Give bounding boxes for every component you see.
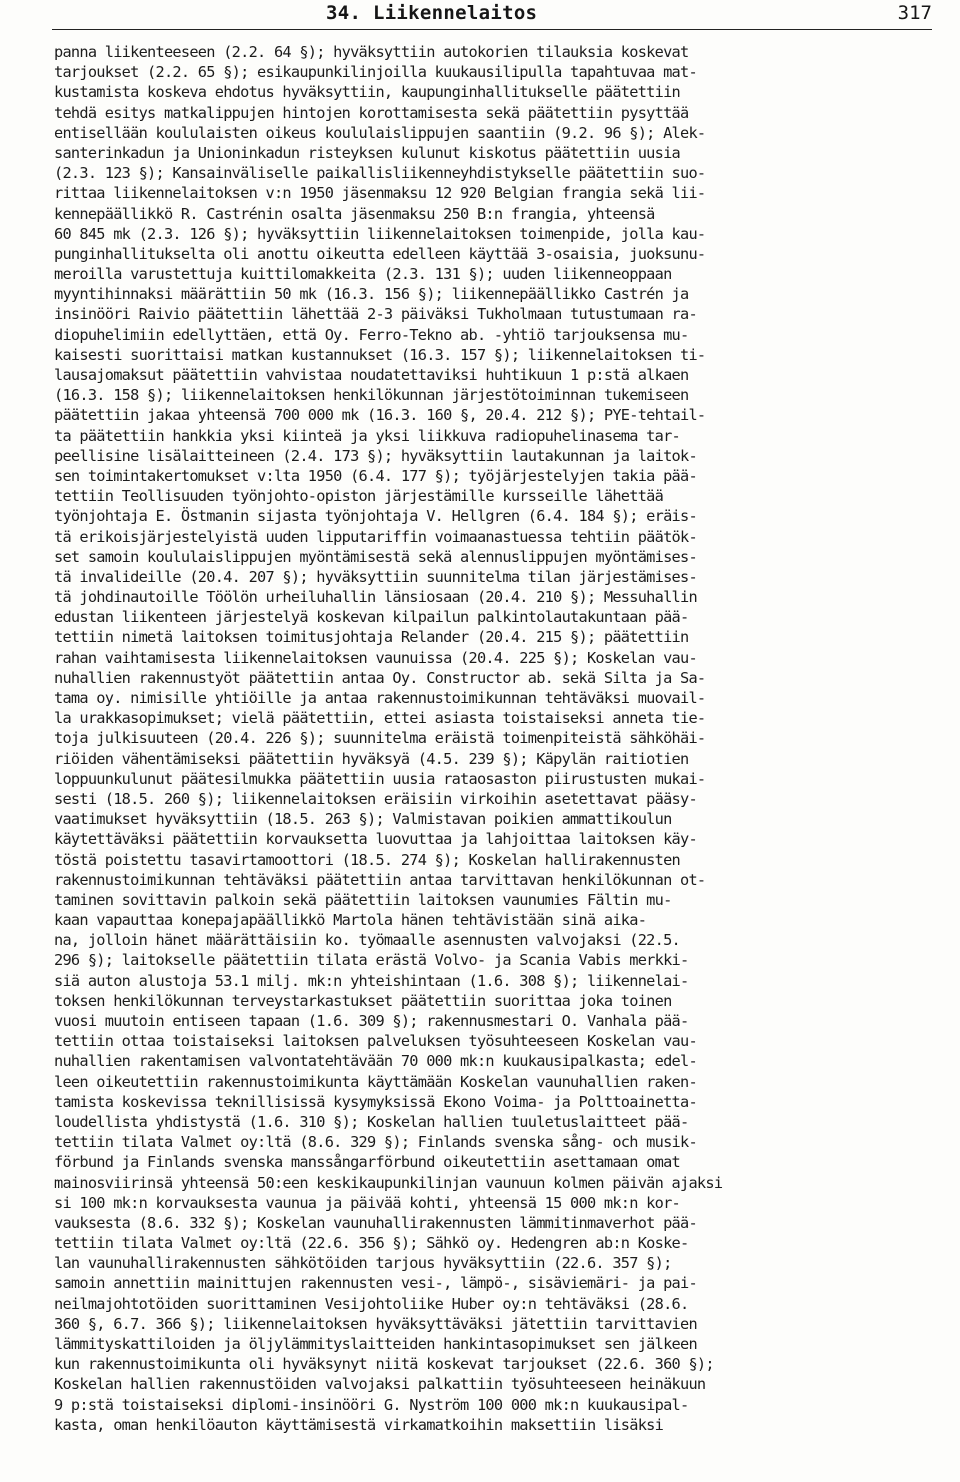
text-line: siä auton alustoja 53.1 milj. mk:n yhteishintaan (1.6. 308 §); liikennelai- xyxy=(54,971,689,990)
text-line: edustan liikenteen järjestelyä koskevan kilpailun palkintolautakuntaan pää- xyxy=(54,608,689,627)
text-line: kun rakennustoimikunta oli hyväksynyt niitä koskevat tarjoukset (22.6. 360 §); xyxy=(54,1355,714,1374)
text-line: 9 p:stä toistaiseksi diplomi-insinööri G. Nyström 100 000 mk:n kuukausipal- xyxy=(54,1395,689,1414)
text-line: set samoin koululaislippujen myöntämisestä sekä alennuslippujen myöntämises- xyxy=(54,547,697,566)
text-line: 360 §, 6.7. 366 §); liikennelaitoksen hyväksyttäväksi jätettiin tarvittavien xyxy=(54,1314,697,1333)
page-number: 317 xyxy=(897,2,932,24)
text-line: punginhallitukselta oli anottu oikeutta edelleen käyttää 3-osaisia, juoksunu- xyxy=(54,244,706,263)
header-rule xyxy=(52,29,932,30)
text-line: kaisesti suorittaisi matkan kustannukset (16.3. 157 §); liikennelaitoksen ti- xyxy=(54,345,706,364)
text-line: tä invalideille (20.4. 207 §); hyväksyttiin suunnitelma tilan järjestämises- xyxy=(54,567,697,586)
text-line: käytettäväksi päätettiin korvauksetta luovuttaa ja lahjoittaa laitoksen käy- xyxy=(54,830,697,849)
text-line: (16.3. 158 §); liikennelaitoksen henkilökunnan järjestötoiminnan tukemiseen xyxy=(54,386,689,405)
text-line: santerinkadun ja Unioninkadun risteyksen kulunut kiskotus päätettiin uusia xyxy=(54,143,681,162)
text-line: lan vaunuhallirakennusten sähkötöiden tarjous hyväksyttiin (22.6. 357 §); xyxy=(54,1254,672,1273)
text-line: samoin annettiin mainittujen rakennusten vesi-, lämpö-, sisäviemäri- ja pai- xyxy=(54,1274,697,1293)
text-line: panna liikenteeseen (2.2. 64 §); hyväksyttiin autokorien tilauksia koskevat xyxy=(54,43,689,61)
text-line: 296 §); laitokselle päätettiin tilata erästä Volvo- ja Scania Vabis merkki- xyxy=(54,951,689,970)
page-header xyxy=(0,0,960,36)
text-line: mainosviirinsä yhteensä 50:een keskikaupunkilinjan vaunuun kolmen päivän ajaksi xyxy=(54,1173,723,1192)
text-line: loppuunkulunut päätesilmukka päätettiin uusia rataosaston piirustusten mukai- xyxy=(54,769,706,788)
text-line: vauksesta (8.6. 332 §); Koskelan vaunuhallirakennusten lämmitinmaverhot pää- xyxy=(54,1213,697,1232)
text-line: insinööri Raivio päätettiin lähettää 2-3 päiväksi Tukholmaan tutustumaan ra- xyxy=(54,305,697,324)
text-line: na, jolloin hänet määrättäisiin ko. työmaalle asennusten valvojaksi (22.5. xyxy=(54,931,681,950)
text-line: tä johdinautoille Töölön urheiluhallin länsiosaan (20.4. 210 §); Messuhallin xyxy=(54,588,697,607)
text-line: tettiin nimetä laitoksen toimitusjohtaja Relander (20.4. 215 §); päätettiin xyxy=(54,628,689,647)
text-line: tettiin Teollisuuden työnjohto-opiston järjestämille kursseille lähettää xyxy=(54,487,664,506)
text-line: loudellista yhdistystä (1.6. 310 §); Koskelan hallien tuuletuslaitteet pää- xyxy=(54,1112,689,1131)
text-line: leen oikeutettiin rakennustoimikunta käyttämään Koskelan vaunuhallien raken- xyxy=(54,1072,697,1091)
text-line: sesti (18.5. 260 §); liikennelaitoksen eräisiin virkoihin asetettavat pääsy- xyxy=(54,789,697,808)
text-line: diopuhelimiin edellyttäen, että Oy. Ferro-Tekno ab. -yhtiö tarjouksensa mu- xyxy=(54,325,689,344)
text-line: työnjohtaja E. Östmanin sijasta työnjohtaja V. Hellgren (6.4. 184 §); eräis- xyxy=(54,507,697,526)
text-line: tarjoukset (2.2. 65 §); esikaupunkilinjoilla kuukausilipulla tapahtuvaa mat- xyxy=(54,63,697,82)
text-line: si 100 mk:n korvauksesta vaunua ja päivää kohti, yhteensä 15 000 mk:n kor- xyxy=(54,1193,681,1212)
text-line: 60 845 mk (2.3. 126 §); hyväksyttiin liikennelaitoksen toimenpide, jolla kau- xyxy=(54,224,706,243)
text-line: nuhallien rakennustyöt päätettiin antaa Oy. Constructor ab. sekä Silta ja Sa- xyxy=(54,668,706,687)
text-line: lausajomaksut päätettiin vahvistaa noudatettaviksi huhtikuun 1 p:stä alkaen xyxy=(54,366,689,384)
text-line: peellisine lisälaitteineen (2.4. 173 §); hyväksyttiin lautakunnan ja laitok- xyxy=(54,446,697,465)
running-title: 34. Liikennelaitos xyxy=(326,2,538,24)
text-line: (2.3. 123 §); Kansainväliselle paikallisliikenneyhdistykselle päätettiin suo- xyxy=(54,164,706,183)
text-line: toja julkisuuteen (20.4. 226 §); suunnitelma eräistä toimenpiteistä sähköhäi- xyxy=(54,729,706,748)
text-line: toksen henkilökunnan terveystarkastukset päätettiin suorittaa joka toinen xyxy=(54,991,672,1010)
text-line: päätettiin jakaa yhteensä 700 000 mk (16.3. 160 §, 20.4. 212 §); PYE-tehtail- xyxy=(54,406,706,425)
text-line: myyntihinnaksi määrättiin 50 mk (16.3. 156 §); liikennepäällikko Castrén ja xyxy=(54,285,689,304)
text-line: ta päätettiin hankkia yksi kiinteä ja yksi liikkuva radiopuhelinasema tar- xyxy=(54,426,681,445)
text-line: kaan vapauttaa konepajapäällikkö Martola hänen tehtävistään sinä aika- xyxy=(54,911,647,930)
text-line: rittaa liikennelaitoksen v:n 1950 jäsenmaksu 12 920 Belgian frangia sekä lii- xyxy=(54,184,706,203)
text-line: tä erikoisjärjestelyistä uuden lipputariffin voimaanastuessa tehtiin päätök- xyxy=(54,527,697,546)
text-line: neilmajohtotöiden suorittaminen Vesijohtoliike Huber oy:n tehtäväksi (28.6. xyxy=(54,1294,689,1313)
text-line: vaatimukset hyväksyttiin (18.5. 263 §); Valmistavan poikien ammattikoulun xyxy=(54,810,672,829)
text-line: tettiin ottaa toistaiseksi laitoksen palveluksen työsuhteeseen Koskelan vau- xyxy=(54,1032,697,1051)
text-line: Koskelan hallien rakennustöiden valvojaksi palkattiin työsuhteeseen heinäkuun xyxy=(54,1375,706,1394)
text-line: tettiin tilata Valmet oy:ltä (8.6. 329 §); Finlands svenska sång- och musik- xyxy=(54,1133,697,1152)
text-line: töstä poistettu tasavirtamoottori (18.5. 274 §); Koskelan hallirakennusten xyxy=(54,850,681,869)
text-line: riöiden vähentämiseksi päätettiin hyväksyä (4.5. 239 §); Käpylän raitiotien xyxy=(54,749,689,768)
text-line: rakennustoimikunnan tehtäväksi päätettiin antaa tarvittavan henkilökunnan ot- xyxy=(54,870,706,889)
text-line: kustamista koskeva ehdotus hyväksyttiin, kaupunginhallitukselle päätettiin xyxy=(54,83,681,102)
text-line: la urakkasopimukset; vielä päätettiin, ettei asiasta toistaiseksi anneta tie- xyxy=(54,709,706,728)
text-line: nuhallien rakentamisen valvontatehtävään 70 000 mk:n kuukausipalkasta; edel- xyxy=(54,1052,697,1071)
text-line: rahan vaihtamisesta liikennelaitoksen vaunuissa (20.4. 225 §); Koskelan vau- xyxy=(54,648,697,667)
text-line: taminen sovittavin palkoin sekä päätettiin laitoksen vaunumies Fältin mu- xyxy=(54,890,672,909)
text-line: meroilla varustettuja kuittilomakkeita (2.3. 131 §); uuden liikenneoppaan xyxy=(54,265,672,284)
text-line: vuosi muutoin entiseen tapaan (1.6. 309 §); rakennusmestari O. Vanhala pää- xyxy=(54,1012,689,1030)
text-line: sen toimintakertomukset v:lta 1950 (6.4. 177 §); työjärjestelyjen takia pää- xyxy=(54,466,697,485)
text-line: kennepäällikkö R. Castrénin osalta jäsenmaksu 250 B:n frangia, yhteensä xyxy=(54,204,655,223)
text-line: lämmityskattiloiden ja öljylämmityslaitteiden hankintasopimukset sen jälkeen xyxy=(54,1335,697,1353)
text-line: tettiin tilata Valmet oy:ltä (22.6. 356 §); Sähkö oy. Hedengren ab:n Koske- xyxy=(54,1234,689,1253)
text-line: entisellään koululaisten oikeus koululaislippujen saantiin (9.2. 96 §); Alek- xyxy=(54,123,706,142)
body-text xyxy=(54,42,934,1435)
text-line: kasta, oman henkilöauton käyttämisestä virkamatkoihin maksettiin lisäksi xyxy=(54,1415,664,1434)
text-line: förbund ja Finlands svenska manssångarförbund oikeutettiin asettamaan omat xyxy=(54,1153,681,1172)
text-line: tama oy. nimisille yhtiöille ja antaa rakennustoimikunnan tehtäväksi muovail- xyxy=(54,689,706,707)
text-line: tehdä esitys matkalippujen hintojen korottamisesta sekä päätettiin pysyttää xyxy=(54,103,689,122)
text-line: tamista koskevissa teknillisissä kysymyksissä Ekono Voima- ja Polttoainetta- xyxy=(54,1092,697,1111)
